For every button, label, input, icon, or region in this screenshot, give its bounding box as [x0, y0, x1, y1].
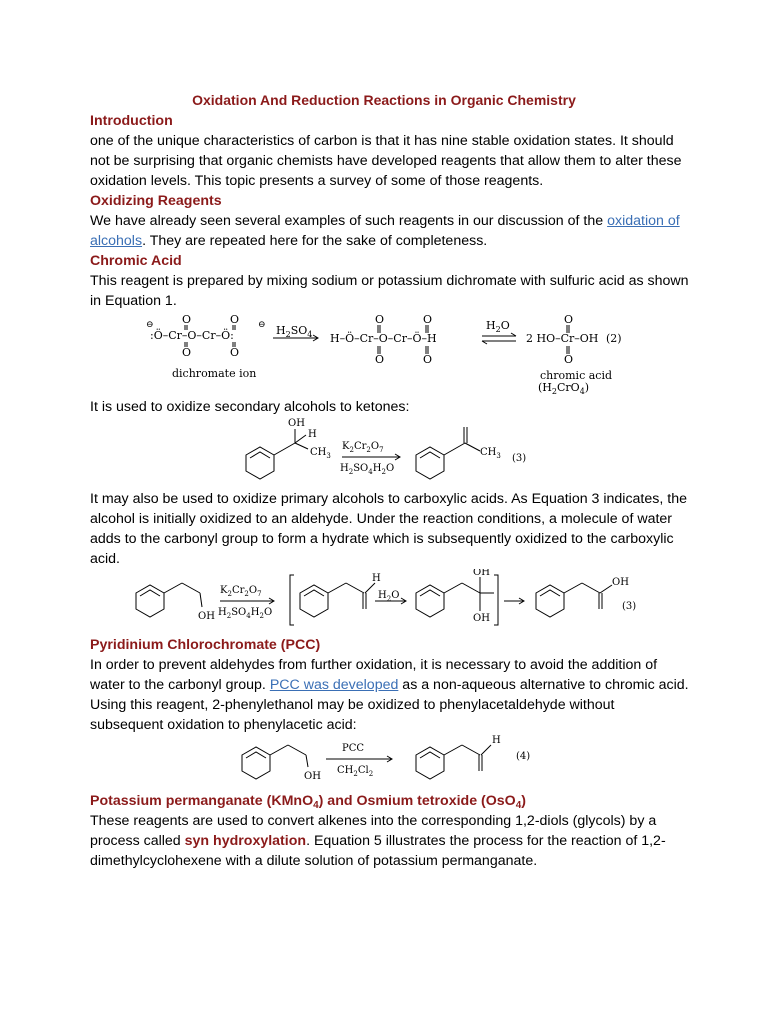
label-h2cro4: $(H_2CrO_4)$: [538, 381, 590, 396]
label-pcc: PCC: [342, 743, 365, 754]
paragraph-introduction: one of the unique characteristics of carbon is that it has nine stable oxidation states. It should not be surprising that organic chemists have developed reagents that allow them to alter these oxidation levels. This topic presents a survey of some of those reagents.: [90, 133, 682, 189]
paragraph-pcc: [90, 655, 690, 735]
label-ch3-right: $CH_3$: [480, 447, 501, 460]
paragraph-primary-alcohols: It may also be used to oxidize primary alcohols to carboxylic acids. As Equation 3 indicates, the alcohol is initially oxidized to an aldehyde. Under the reaction conditions, a molecule of water adds to the carbonyl group to form a hydrate which is subsequently oxidized to the carboxylic acid.: [90, 491, 687, 567]
svg-text:O: O: [182, 313, 192, 326]
label-oh-top: OH: [473, 569, 490, 578]
label-h2o: $H_2O$: [486, 319, 510, 334]
equation-pcc-figure: [90, 735, 690, 791]
svg-text:O: O: [375, 353, 385, 366]
text-span: Potassium permanganate (KMnO: [90, 793, 314, 809]
heading-oxidizing-reagents: Oxidizing Reagents: [90, 193, 222, 209]
svg-text:⊖: ⊖: [146, 320, 154, 330]
svg-text:O: O: [230, 313, 240, 326]
label-equation-number: (2): [606, 332, 622, 345]
text-span: In order to prevent aldehydes from further oxidation, it is necessary to avoid the addition of water to the carbonyl group.: [90, 657, 658, 693]
paragraph-secondary-alcohols: It is used to oxidize secondary alcohols to ketones:: [90, 399, 410, 415]
label-h2so4-h2o: $H_2SO_4H_2O$: [340, 463, 395, 476]
document-body: [90, 111, 690, 871]
label-h2so4-h2o: $H_2SO_4H_2O$: [218, 607, 273, 620]
label-h: H: [372, 573, 381, 584]
equation-secondary-alcohol-figure: [90, 417, 690, 489]
label-product: 2 HO–Cr–OH: [526, 332, 599, 345]
text-span: ) and Osmium tetroxide (OsO: [318, 793, 516, 809]
label-h2so4: $H_2SO_4$: [276, 324, 313, 339]
label-dichromate-ion: dichromate ion: [172, 367, 257, 380]
svg-text:⊖: ⊖: [258, 320, 266, 330]
subscript: 4: [313, 800, 319, 811]
heading-chromic-acid: Chromic Acid: [90, 253, 182, 269]
label-equation-number: (3): [512, 453, 527, 464]
text-span: . They are repeated here for the sake of completeness.: [142, 233, 488, 249]
label-oh-bottom: OH: [473, 613, 490, 624]
paragraph-chromic-acid: This reagent is prepared by mixing sodium or potassium dichromate with sulfuric acid as shown in Equation 1.: [90, 273, 689, 309]
label-equation-number: (3): [622, 601, 637, 612]
text-span: . Equation 5 illustrates the process for the reaction of 1,2-dimethylcyclohexene with a dilute solution of potassium permanganate.: [90, 833, 666, 869]
label-ch3-left: $CH_3$: [310, 447, 331, 460]
label-oh-right: OH: [612, 577, 629, 588]
subscript: 4: [515, 800, 522, 811]
heading-introduction: Introduction: [90, 113, 173, 129]
svg-text:O: O: [182, 346, 192, 359]
label-ch2cl2: $CH_2Cl_2$: [337, 765, 374, 778]
text-span: as a non-aqueous alternative to chromic acid. Using this reagent, 2-phenylethanol may be oxidized to phenylacetaldehyde without subsequent oxidation to phenylacetic acid:: [90, 677, 689, 733]
heading-pcc: Pyridinium Chlorochromate (PCC): [90, 637, 321, 653]
label-h: H: [308, 429, 317, 440]
heading-kmno4-oso4: [90, 791, 690, 811]
link-pcc-was-developed[interactable]: PCC was developed: [269, 677, 399, 693]
svg-text:O: O: [564, 353, 574, 366]
label-k2cr2o7: $K_2Cr_2O_7$: [342, 441, 384, 454]
label-k2cr2o7: $K_2Cr_2O_7$: [220, 585, 262, 598]
text-span: These reagents are used to convert alkenes into the corresponding 1,2-diols (glycols) by a process called: [90, 813, 657, 849]
label-equation-number: (4): [516, 751, 531, 762]
page-title: Oxidation And Reduction Reactions in Organic Chemistry: [192, 92, 576, 108]
equation-dichromate-figure: [90, 311, 690, 397]
text-span: ): [521, 793, 526, 809]
svg-text:O: O: [564, 313, 574, 326]
paragraph-oxidizing-reagents: [90, 211, 690, 251]
label-oh: OH: [304, 771, 321, 782]
label-h2o: $H_2O$: [378, 590, 400, 603]
svg-text:H–Ö–Cr–O–Cr–Ö–H: H–Ö–Cr–O–Cr–Ö–H: [330, 332, 437, 345]
link-oxidation-of-alcohols[interactable]: oxidation of alcohols: [90, 213, 680, 249]
svg-text:O: O: [230, 346, 240, 359]
svg-text:O: O: [375, 313, 385, 326]
svg-text:O: O: [423, 313, 433, 326]
term-syn-hydroxylation: syn hydroxylation: [184, 833, 307, 849]
text-span: We have already seen several examples of such reagents in our discussion of the: [90, 213, 608, 229]
label-oh: OH: [288, 418, 305, 429]
label-h: H: [492, 735, 501, 746]
label-oh: OH: [198, 611, 215, 622]
svg-text:O: O: [423, 353, 433, 366]
label-chromic-acid: chromic acid: [540, 369, 613, 382]
equation-primary-alcohol-figure: [90, 569, 690, 635]
svg-text::Ö–Cr–O–Cr–Ö:: :Ö–Cr–O–Cr–Ö:: [150, 329, 234, 342]
paragraph-syn-hydroxylation: [90, 811, 690, 871]
